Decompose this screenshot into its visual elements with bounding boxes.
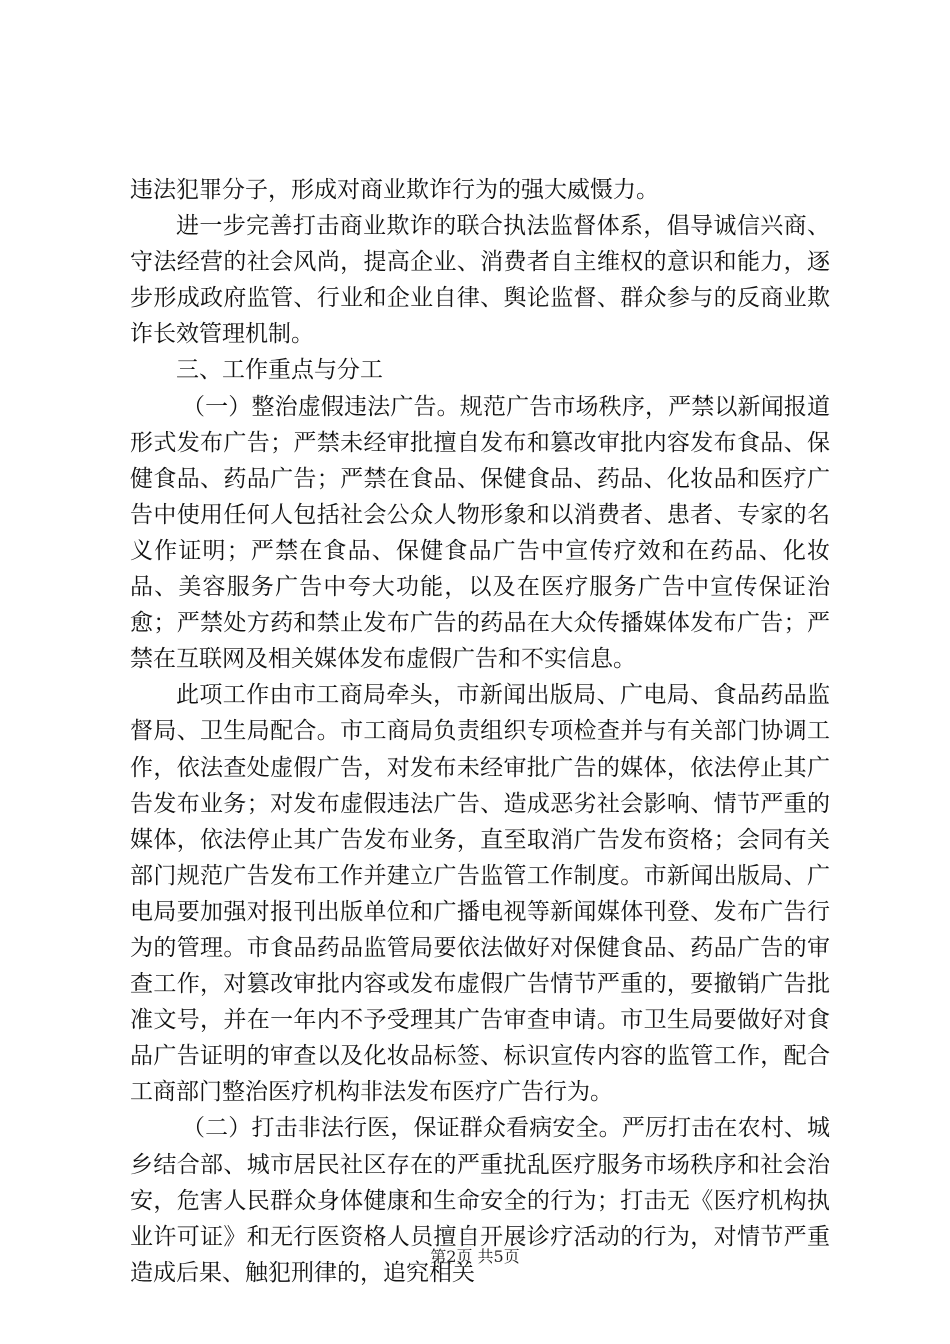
paragraph-false-advertising: （一）整治虚假违法广告。规范广告市场秩序，严禁以新闻报道形式发布广告；严禁未经审批擅自发布和篡改审批内容发布食品、保健食品、药品广告；严禁在食品、保健食品、药品、化妆品和医疗广告中使用任何人包括社会公众人物形象和以消费者、患者、专家的名义作证明；严禁在食品、保健食品广告中宣传疗效和在药品、化妆品、美容服务广告中夸大功能，以及在医疗服务广告中宣传保证治愈；严禁处方药和禁止发布广告的药品在大众传播媒体发布广告；严禁在互联网及相关媒体发布虚假广告和不实信息。 — [130, 393, 830, 673]
document-body — [130, 172, 830, 1291]
paragraph-continuation: 违法犯罪分子，形成对商业欺诈行为的强大威慑力。 — [130, 177, 659, 203]
paragraph-responsibilities: 此项工作由市工商局牵头，市新闻出版局、广电局、食品药品监督局、卫生局配合。市工商局负责组织专项检查并与有关部门协调工作，依法查处虚假广告，对发布未经审批广告的媒体，依法停止其广告发布业务；对发布虚假违法广告、造成恶劣社会影响、情节严重的媒体，依法停止其广告发布业务，直至取消广告发布资格；会同有关部门规范广告发布工作并建立广告监管工作制度。市新闻出版局、广电局要加强对报刊出版单位和广播电视等新闻媒体刊登、发布广告行为的管理。市食品药品监管局要依法做好对保健食品、药品广告的审查工作，对篡改审批内容或发布虚假广告情节严重的，要撤销广告批准文号，并在一年内不予受理其广告审查申请。市卫生局要做好对食品广告证明的审查以及化妆品标签、标识宣传内容的监管工作，配合工商部门整治医疗机构非法发布医疗广告行为。 — [130, 682, 830, 1106]
paragraph-illegal-medical-practice: （二）打击非法行医，保证群众看病安全。严厉打击在农村、城乡结合部、城市居民社区存在的严重扰乱医疗服务市场秩序和社会治安，危害人民群众身体健康和生命安全的行为；打击无《医疗机构执业许可证》和无行医资格人员擅自开展诊疗活动的行为，对情节严重造成后果、触犯刑律的，追究相关 — [130, 1115, 830, 1286]
paragraph-supervision-system: 进一步完善打击商业欺诈的联合执法监督体系，倡导诚信兴商、守法经营的社会风尚，提高企业、消费者自主维权的意识和能力，逐步形成政府监管、行业和企业自律、舆论监督、群众参与的反商业欺诈长效管理机制。 — [130, 213, 830, 348]
page-number-footer: 第2页 共5页 — [430, 1247, 520, 1266]
section-heading-work-focus: 三、工作重点与分工 — [176, 357, 383, 384]
